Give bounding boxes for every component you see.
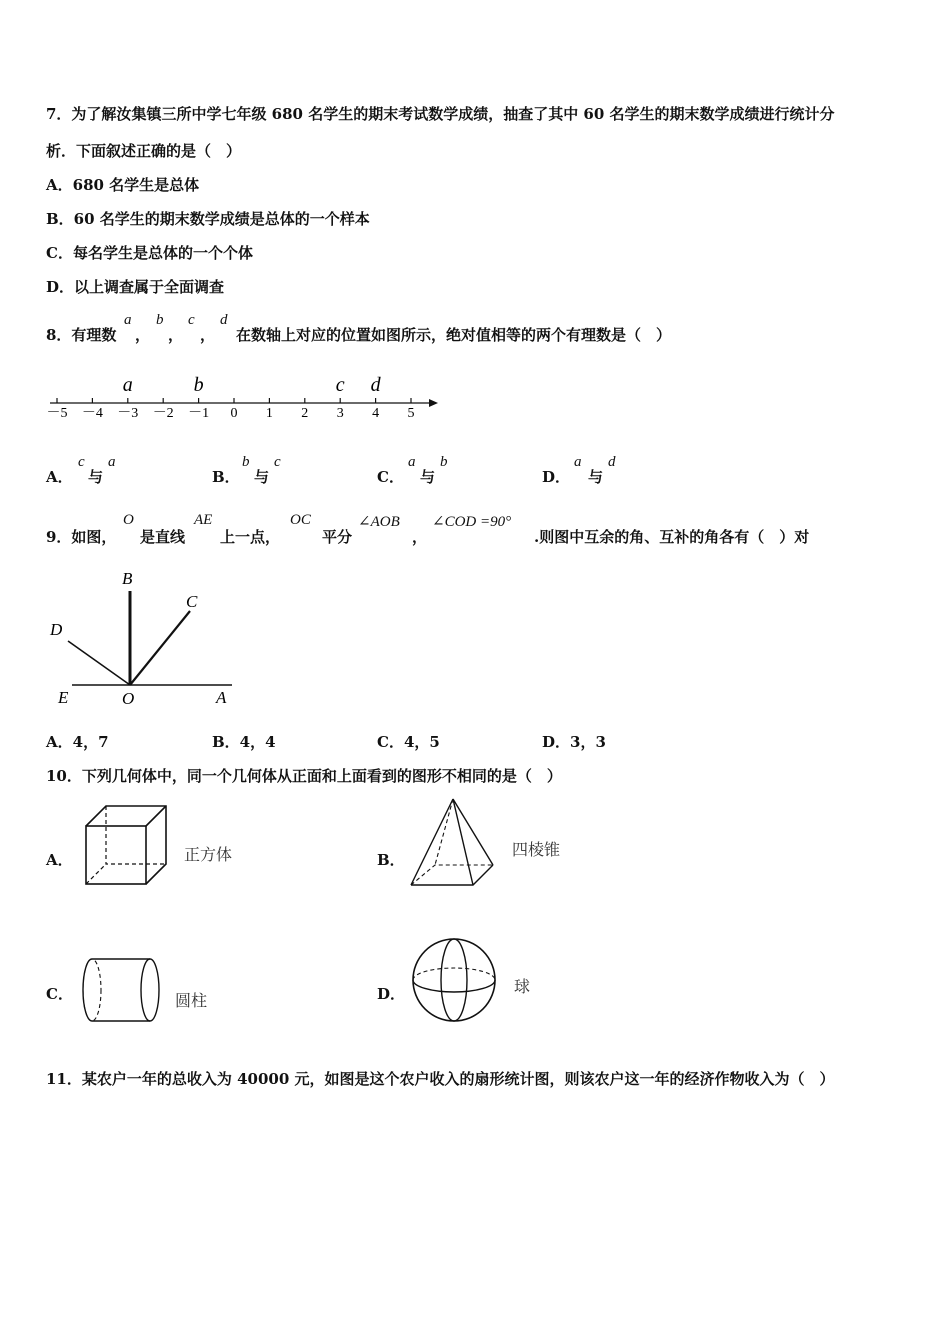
q8-option-b-mid: 与	[254, 468, 270, 486]
q10-option-d-letter: D．	[377, 985, 406, 1003]
axis-tick-label: 1	[265, 406, 273, 421]
q8-option-a-letter: A．	[46, 468, 73, 486]
q10-stem: 10．下列几何体中，同一个几何体从正面和上面看到的图形不相同的是（ ）	[46, 767, 562, 785]
q8-option-c-v2: b	[440, 454, 448, 470]
q9-math-o: O	[123, 512, 134, 528]
q8-stem-suffix: 在数轴上对应的位置如图所示，绝对值相等的两个有理数是（ ）	[236, 326, 672, 344]
q10-option-b-letter: B．	[377, 851, 405, 869]
point-label-b: b	[193, 374, 204, 396]
q7-stem-line1: 7．为了解汝集镇三所中学七年级 680 名学生的期末考试数学成绩，抽查了其中 60 名学生的期末数学成绩进行统计分	[46, 105, 835, 123]
q8-option-c-letter: C．	[377, 468, 404, 486]
q9-stem-t1: 9．如图，	[46, 528, 117, 546]
q8-option-d-v2: d	[608, 454, 616, 470]
q10-option-a-name: 正方体	[184, 845, 233, 864]
q9-math-ae: AE	[194, 512, 213, 528]
q8-option-c-v1: a	[408, 454, 416, 470]
point-label-c: c	[335, 374, 345, 396]
sphere-figure	[408, 934, 500, 1026]
cylinder-figure	[78, 952, 168, 1030]
q7-option-c: C．每名学生是总体的一个个体	[46, 244, 253, 262]
q8-option-b-letter: B．	[212, 468, 240, 486]
pyramid-figure	[405, 795, 500, 889]
q7-option-a: A．680 名学生是总体	[46, 176, 200, 194]
ray-od	[68, 641, 130, 685]
q9-stem-t3: 上一点，	[220, 528, 281, 546]
q8-option-d-mid: 与	[588, 468, 604, 486]
q9-stem-t4: 平分	[322, 528, 353, 546]
q9-option-b: B．4，4	[212, 733, 276, 751]
q7-option-b: B．60 名学生的期末数学成绩是总体的一个样本	[46, 210, 370, 228]
cube-figure	[80, 800, 175, 892]
q8-option-b-v2: c	[274, 454, 281, 470]
q8-option-d-v1: a	[574, 454, 582, 470]
axis-tick-label: 4	[372, 406, 380, 421]
q10-option-b-name: 四棱锥	[512, 840, 561, 859]
q10-option-c-letter: C．	[46, 985, 73, 1003]
label-b: B	[122, 569, 133, 588]
axis-tick-label: －5	[46, 406, 68, 421]
q8-option-a-v2: a	[108, 454, 116, 470]
q9-stem-t2: 是直线	[140, 528, 186, 546]
q8-option-d-letter: D．	[542, 468, 571, 486]
axis-tick-label: 2	[301, 406, 309, 421]
q11-stem: 11．某农户一年的总收入为 40000 元，如图是这个农户收入的扇形统计图，则该农户这一年的经济作物收入为（ ）	[46, 1070, 835, 1088]
q8-var-c: c	[188, 312, 195, 328]
q8-sep-2: ，	[168, 326, 184, 344]
q9-math-angle-cod: ∠COD =90°	[432, 514, 512, 530]
q7-option-d: D．以上调查属于全面调查	[46, 278, 225, 296]
q10-option-d-name: 球	[514, 977, 531, 996]
q9-option-d: D．3，3	[542, 733, 606, 751]
q8-sep-1: ，	[135, 326, 151, 344]
axis-tick-label: 0	[230, 406, 238, 421]
q8-option-a-v1: c	[78, 454, 85, 470]
q9-math-angle-aob: ∠AOB	[358, 514, 400, 530]
number-line-figure	[44, 370, 444, 425]
axis-tick-label: 3	[336, 406, 344, 421]
q10-option-a-letter: A．	[46, 851, 73, 869]
ray-oc	[130, 611, 190, 685]
q9-stem-t5: ，	[412, 528, 428, 546]
label-c: C	[186, 592, 198, 611]
q8-option-c-mid: 与	[420, 468, 436, 486]
q8-sep-3: ，	[200, 326, 216, 344]
point-label-d: d	[370, 374, 381, 396]
number-line-arrow	[429, 399, 438, 407]
label-o: O	[122, 689, 135, 708]
axis-tick-label: －2	[152, 406, 174, 421]
axis-tick-label: －1	[188, 406, 210, 421]
q7-stem-line2: 析．下面叙述正确的是（ ）	[46, 142, 242, 160]
q10-option-c-name: 圆柱	[175, 991, 208, 1010]
angle-figure	[44, 565, 244, 713]
axis-tick-label: 5	[407, 406, 415, 421]
axis-tick-label: －3	[117, 406, 139, 421]
label-d: D	[50, 620, 63, 639]
q9-math-oc: OC	[290, 512, 311, 528]
q8-option-a-mid: 与	[88, 468, 104, 486]
q9-option-a: A．4，7	[46, 733, 109, 751]
q8-option-b-v1: b	[242, 454, 250, 470]
q8-stem-prefix: 8．有理数	[46, 326, 117, 344]
label-a: A	[216, 688, 227, 707]
q9-stem-t6: .则图中互余的角、互补的角各有（ ）对	[534, 528, 810, 546]
q8-var-d: d	[220, 312, 228, 328]
q8-var-b: b	[156, 312, 164, 328]
q9-option-c: C．4，5	[377, 733, 440, 751]
point-label-a: a	[122, 374, 133, 396]
q8-var-a: a	[124, 312, 132, 328]
axis-tick-label: －4	[81, 406, 103, 421]
label-e: E	[58, 688, 69, 707]
